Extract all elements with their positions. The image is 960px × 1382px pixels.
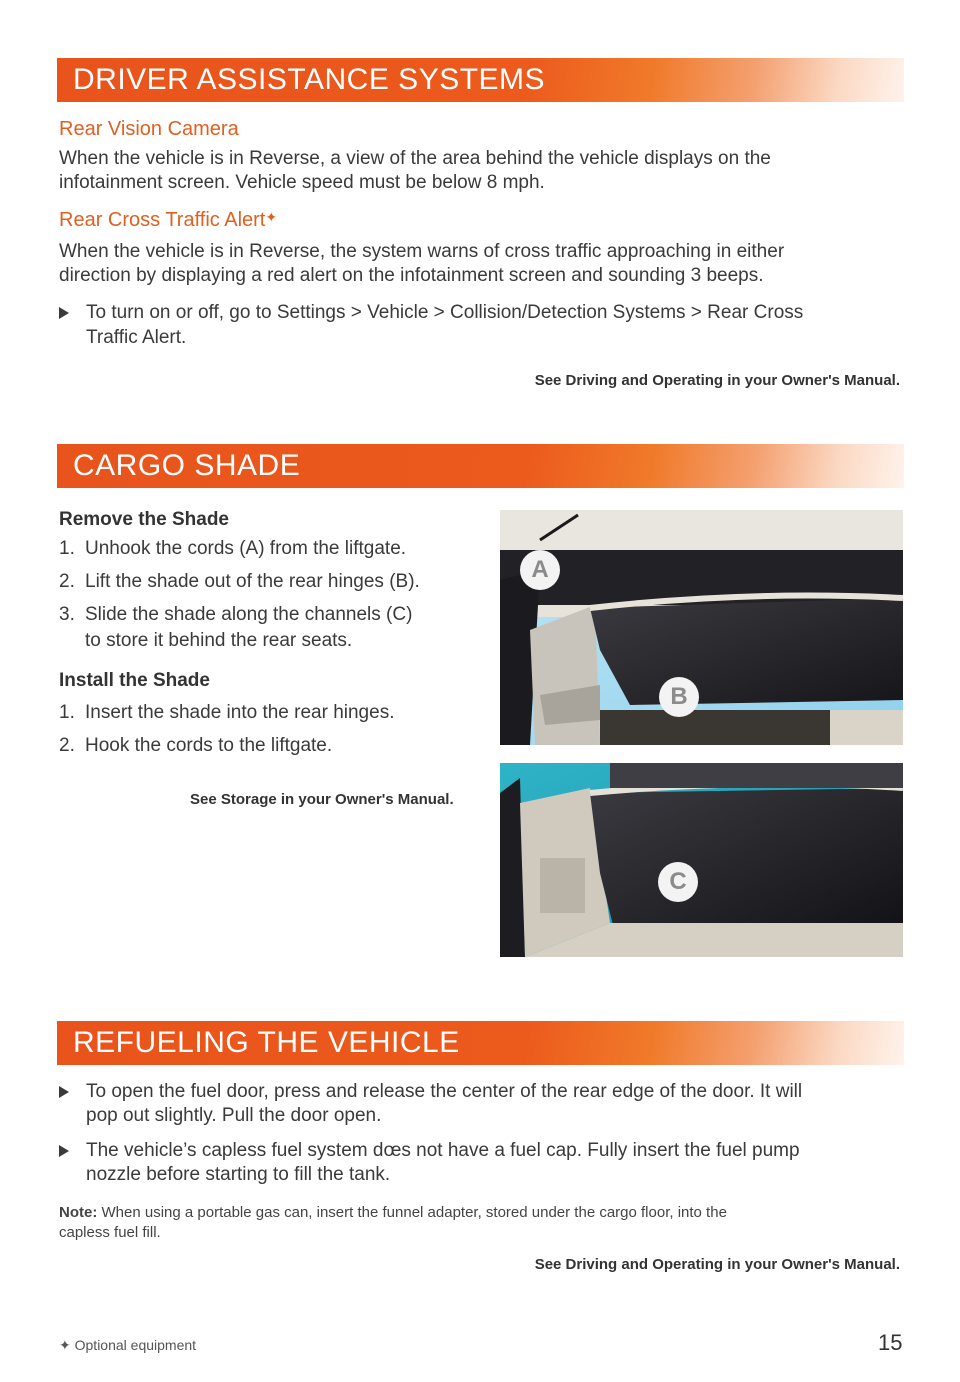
- refuel-bullet-2-text-1: The vehicle’s capless fuel system dœs not have a fuel cap. Fully insert the fuel pump: [86, 1140, 800, 1161]
- stored-shade-illustration: [500, 763, 903, 957]
- rcta-bullet-text-2: Traffic Alert.: [86, 327, 187, 348]
- note-label: Note:: [59, 1204, 98, 1221]
- rear-vision-camera-heading: Rear Vision Camera: [59, 118, 239, 140]
- bullet-arrow-icon: [59, 307, 69, 319]
- step-number: 2.: [59, 571, 75, 592]
- bullet-arrow-icon: [59, 1086, 69, 1098]
- callout-b: B: [659, 677, 699, 717]
- cargo-shade-photo-liftgate: [500, 510, 903, 745]
- step-number: 2.: [59, 735, 75, 756]
- step-number: 1.: [59, 702, 75, 723]
- bullet-arrow-icon: [59, 1145, 69, 1157]
- section2-reference: See Storage in your Owner's Manual.: [190, 791, 454, 808]
- rear-cross-traffic-title: Rear Cross Traffic Alert: [59, 209, 266, 231]
- footer-optional-note: [59, 1337, 196, 1354]
- note-text-2: capless fuel fill.: [59, 1224, 161, 1241]
- cargo-shade-photo-stored: [500, 763, 903, 957]
- step-text: Lift the shade out of the rear hinges (B).: [85, 571, 420, 592]
- section3-reference: See Driving and Operating in your Owner's Manual.: [534, 1256, 900, 1273]
- step-text: Hook the cords to the liftgate.: [85, 735, 333, 756]
- step-number: 3.: [59, 604, 75, 625]
- section-banner-cargo-shade: CARGO SHADE: [57, 444, 904, 488]
- step-text: Insert the shade into the rear hinges.: [85, 702, 395, 723]
- remove-shade-heading: Remove the Shade: [59, 509, 229, 530]
- callout-c: C: [658, 862, 698, 902]
- rear-vision-camera-text-1: When the vehicle is in Reverse, a view of the area behind the vehicle displays on the: [59, 148, 771, 169]
- note-text-1: When using a portable gas can, insert the funnel adapter, stored under the cargo floor, into the: [101, 1204, 727, 1221]
- rear-cross-traffic-heading: [59, 209, 277, 232]
- refuel-bullet-1-text-1: To open the fuel door, press and release the center of the rear edge of the door. It will: [86, 1081, 803, 1102]
- callout-a: A: [520, 550, 560, 590]
- optional-equipment-label: Optional equipment: [74, 1337, 197, 1353]
- optional-mark: ✦: [59, 1337, 71, 1353]
- step-number: 1.: [59, 538, 75, 559]
- rcta-bullet-text-1: To turn on or off, go to Settings > Vehicle > Collision/Detection Systems > Rear Cross: [86, 302, 804, 323]
- install-shade-heading: Install the Shade: [59, 670, 210, 691]
- refuel-bullet-1-text-2: pop out slightly. Pull the door open.: [86, 1105, 382, 1126]
- section-banner-refueling: REFUELING THE VEHICLE: [57, 1021, 904, 1065]
- step-text-continued: to store it behind the rear seats.: [85, 630, 353, 651]
- refuel-note: [59, 1204, 727, 1221]
- optional-mark: ✦: [265, 209, 278, 225]
- step-text: Unhook the cords (A) from the liftgate.: [85, 538, 407, 559]
- page-number: 15: [878, 1330, 903, 1355]
- section-banner-driver-assistance: DRIVER ASSISTANCE SYSTEMS: [57, 58, 904, 102]
- step-text: Slide the shade along the channels (C): [85, 604, 413, 625]
- refuel-bullet-2-text-2: nozzle before starting to fill the tank.: [86, 1164, 391, 1185]
- rear-cross-traffic-text-2: direction by displaying a red alert on the infotainment screen and sounding 3 beeps.: [59, 265, 764, 286]
- section1-reference: See Driving and Operating in your Owner's Manual.: [534, 372, 900, 389]
- rear-vision-camera-text-2: infotainment screen. Vehicle speed must be below 8 mph.: [59, 172, 545, 193]
- liftgate-illustration: [500, 510, 903, 745]
- rear-cross-traffic-text-1: When the vehicle is in Reverse, the system warns of cross traffic approaching in either: [59, 241, 785, 262]
